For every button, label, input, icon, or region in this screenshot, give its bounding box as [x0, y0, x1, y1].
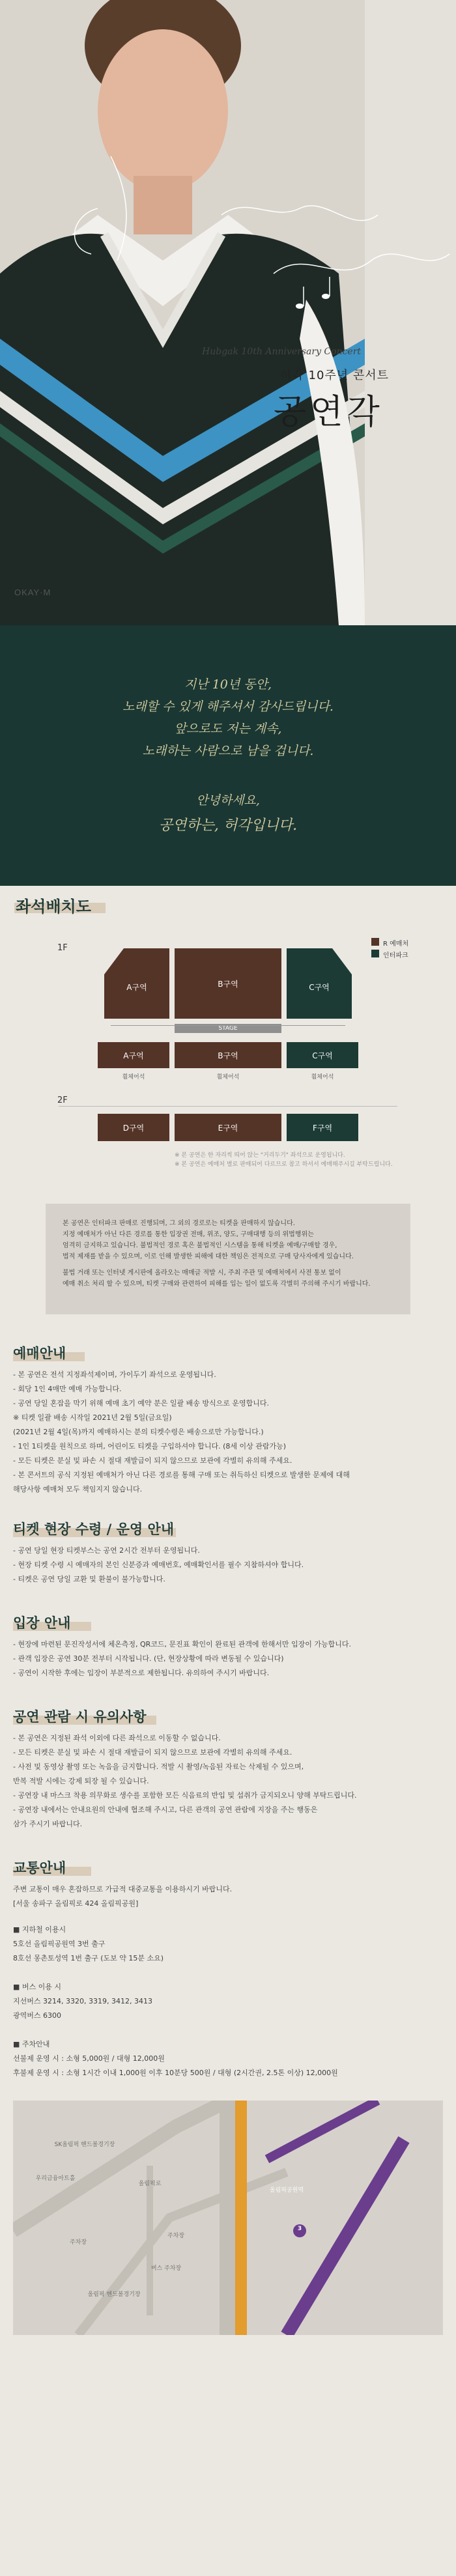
booking-item: - 1인 1티켓을 원칙으로 하며, 어린이도 티켓을 구입하셔야 합니다. (8세 이상 관람가능) — [13, 1442, 287, 1451]
seat-block-a2: A구역 — [98, 1042, 169, 1068]
booking-item: - 공연 당일 혼잡을 막기 위해 예매 초기 예약 분은 일괄 배송 방식으로 운영합니다. — [13, 1399, 269, 1408]
map-label: 주차장 — [167, 2233, 185, 2239]
stage-line — [111, 1025, 345, 1032]
map-label: SK올림픽 핸드볼경기장 — [54, 2142, 115, 2148]
onsite-item: - 공연 당일 현장 티켓부스는 공연 2시간 전부터 운영됩니다. — [13, 1546, 200, 1555]
concert-subtitle: 허각 10주년 콘서트 — [280, 369, 390, 382]
booking-item: ※ 티켓 일괄 배송 시작일 2021년 2월 5일(금요일) — [13, 1413, 172, 1422]
entry-title: 입장 안내 — [13, 1615, 71, 1631]
seat-label-c1: C구역 — [309, 982, 330, 992]
message-line: 공연하는, 허각입니다. — [158, 817, 298, 834]
notice-line: 본 공연은 인터파크 판매로 진행되며, 그 외의 경로로는 티켓을 판매하지 않습니다. — [63, 1220, 295, 1227]
parking-title: ■ 주차안내 — [13, 2040, 50, 2048]
wheelchair-label: 휠체어석 — [122, 1074, 145, 1081]
seat-block-e: E구역 — [175, 1114, 281, 1141]
music-notes-decoration — [0, 0, 456, 625]
seating-note: ※ 본 공연은 한 자리씩 띄어 앉는 "거리두기" 좌석으로 운영됩니다. — [175, 1152, 345, 1159]
brand-logo: OKAY·M — [14, 587, 51, 597]
booking-item: - 본 공연은 전석 지정좌석제이며, 가이두기 좌석으로 운영됩니다. — [13, 1370, 216, 1379]
booking-item: - 모든 티켓은 분실 및 파손 시 절대 재발급이 되지 않으므로 보관에 각별히 유의해 주세요. — [13, 1456, 292, 1465]
caution-item: - 사전 및 동영상 촬영 또는 녹음을 금지합니다. 적발 시 촬영/녹음된 자료는 삭제될 수 있으며, — [13, 1762, 304, 1771]
wheelchair-label: 휠체어석 — [216, 1074, 240, 1081]
booking-title: 예매안내 — [13, 1346, 66, 1361]
onsite-item: - 티켓은 공연 당일 교환 및 환불이 불가능합니다. — [13, 1575, 165, 1583]
caution-item: - 공연장 내 마스크 착용 의무화로 생수를 포함한 모든 식음료의 반입 및 섭취가 금지되오니 양해 부탁드립니다. — [13, 1791, 357, 1800]
seat-block-d: D구역 — [98, 1114, 169, 1141]
seat-block-f: F구역 — [287, 1114, 358, 1141]
map-label: 올림픽로 — [138, 2181, 162, 2187]
notice-line: 지정 예매처가 아닌 다른 경로를 통한 입장권 전매, 위조, 양도, 구매대행 등의 위법행위는 — [63, 1231, 314, 1238]
subway-title: ■ 지하철 이용시 — [13, 1925, 66, 1934]
onsite-item: - 현장 티켓 수령 시 예매자의 본인 신분증과 예매번호, 예매확인서를 필수 지참하셔야 합니다. — [13, 1561, 304, 1569]
legend-text: 인터파크 — [383, 952, 408, 959]
message-line: 지난 10년 동안, — [184, 677, 272, 692]
floor-1-label: 1F — [57, 943, 68, 953]
entry-item: - 공연이 시작한 후에는 입장이 부분적으로 제한됩니다. 유의하여 주시기 바랍니다. — [13, 1669, 270, 1677]
caution-item: - 모든 티켓은 분실 및 파손 시 절대 재발급이 되지 않으므로 보관에 각별히 유의해 주세요. — [13, 1748, 292, 1757]
message-line: 노래할 수 있게 해주셔서 감사드립니다. — [122, 700, 334, 714]
caution-item: 삼가 주시기 바랍니다. — [13, 1820, 83, 1828]
parking-line: 후불제 운영 시 : 소형 1시간 이내 1,000원 이후 10분당 500원 / 대형 (2시간권, 2.5톤 이상) 12,000원 — [13, 2069, 338, 2077]
seating-title: 좌석배치도 — [16, 898, 91, 916]
booking-item: - 회당 1인 4매만 예매 가능합니다. — [13, 1385, 122, 1393]
wheelchair-label: 휠체어석 — [311, 1074, 334, 1081]
notice-line: 예매 취소 처리 할 수 있으며, 티켓 구매와 관련하여 피해를 입는 일이 없도록 각별히 주의해 주시기 바랍니다. — [63, 1281, 371, 1288]
map-label: 버스 주차장 — [150, 2265, 182, 2272]
bus-title: ■ 버스 이용 시 — [13, 1983, 62, 1991]
info-section — [0, 1192, 456, 2576]
map-label: 올림픽공원역 — [269, 2187, 304, 2194]
message-line: 노래하는 사람으로 남을 겁니다. — [142, 744, 314, 758]
bus-line: 지선버스 3214, 3320, 3319, 3412, 3413 — [13, 1997, 152, 2005]
subway-line: 5호선 올림픽공원역 3번 출구 — [13, 1940, 106, 1948]
notice-line: 법적 제재를 받을 수 있으며, 이로 인해 발생한 피해에 대한 책임은 전적으로 구매 당사자에게 있습니다. — [63, 1253, 354, 1260]
notice-line: 불법 거래 또는 인터넷 게시판에 올라오는 매매글 적발 시, 주최 주관 및 예매처에서 사전 통보 없이 — [63, 1269, 341, 1277]
seat-block-b1: B구역 — [175, 948, 281, 1019]
anti-resale-notice — [46, 1204, 410, 1314]
transit-address: [서울 송파구 올림픽로 424 올림픽공원] — [13, 1899, 139, 1908]
onsite-title: 티켓 현장 수령 / 운영 안내 — [13, 1522, 175, 1537]
legend-swatch-r — [371, 938, 379, 946]
seating-section — [0, 886, 456, 1192]
concert-title: 공연각 — [274, 393, 384, 432]
seat-label-a1: A구역 — [126, 982, 147, 992]
bus-line: 광역버스 6300 — [13, 2011, 61, 2020]
seat-block-b2: B구역 — [175, 1042, 281, 1068]
floor-2-label: 2F — [57, 1096, 68, 1105]
map-label: 올림픽 헨드볼경기장 — [87, 2291, 141, 2298]
map-label: 우리금융아트홀 — [35, 2175, 76, 2182]
caution-item: - 본 공연은 지정된 좌석 이외에 다른 좌석으로 이동할 수 없습니다. — [13, 1734, 221, 1742]
map-roads — [13, 2101, 443, 2335]
booking-item: - 본 콘서트의 공식 지정된 예매처가 아닌 다른 경로를 통해 구매 또는 취득하신 티켓으로 발생한 문제에 대해 — [13, 1471, 350, 1479]
map-label: 주차장 — [69, 2239, 87, 2246]
transit-title: 교통안내 — [13, 1860, 66, 1876]
stage: STAGE — [175, 1024, 281, 1033]
seat-block-c2: C구역 — [287, 1042, 358, 1068]
artist-message — [0, 625, 456, 886]
message-line: 앞으로도 저는 계속, — [174, 722, 282, 736]
legend-text: R 예매처 — [383, 941, 409, 948]
booking-item: (2021년 2월 4일(목)까지 예매하시는 분의 티켓수령은 배송으로만 가능합니다.) — [13, 1428, 264, 1436]
caution-item: - 공연장 내에서는 안내요원의 안내에 협조해 주시고, 다른 관객의 공연 관람에 지장을 주는 행동은 — [13, 1805, 318, 1814]
booking-item: 해당사항 예매처 모두 책임지지 않습니다. — [13, 1485, 143, 1493]
caution-item: 반복 적발 시에는 강제 퇴장 될 수 있습니다. — [13, 1777, 149, 1785]
entry-item: - 관객 입장은 공연 30분 전부터 시작됩니다. (단, 현장상황에 따라 변동될 수 있습니다) — [13, 1654, 284, 1663]
caution-title: 공연 관람 시 유의사항 — [13, 1709, 147, 1725]
transit-intro: 주변 교통이 매우 혼잡하므로 가급적 대중교통을 이용하시기 바랍니다. — [13, 1885, 233, 1893]
seating-note: ※ 본 공연은 예매처 별로 판매되어 다르므로 참고 하셔서 예매해주시길 부탁드립니다. — [175, 1161, 393, 1168]
floor-divider — [59, 1106, 397, 1107]
notice-line: 엄격히 금지하고 있습니다. 불법적인 경로 혹은 불법적인 시스템을 통해 티켓을 예매/구매할 경우, — [63, 1242, 337, 1249]
venue-map — [13, 2101, 443, 2335]
subway-line: 8호선 몽촌토성역 1번 출구 (도보 약 15분 소요) — [13, 1954, 164, 1962]
parking-line: 선불제 운영 시 : 소형 5,000원 / 대형 12,000원 — [13, 2054, 165, 2063]
station-number: 3 — [297, 2226, 302, 2232]
entry-item: - 현장에 마련된 문진작성서에 체온측정, QR코드, 문진표 확인이 완료된 관객에 한해서만 입장이 가능합니다. — [13, 1640, 352, 1649]
hero-poster — [0, 0, 456, 625]
message-line: 안녕하세요, — [196, 793, 260, 808]
english-title: Hubgak 10th Anniversary Concert — [202, 347, 362, 357]
